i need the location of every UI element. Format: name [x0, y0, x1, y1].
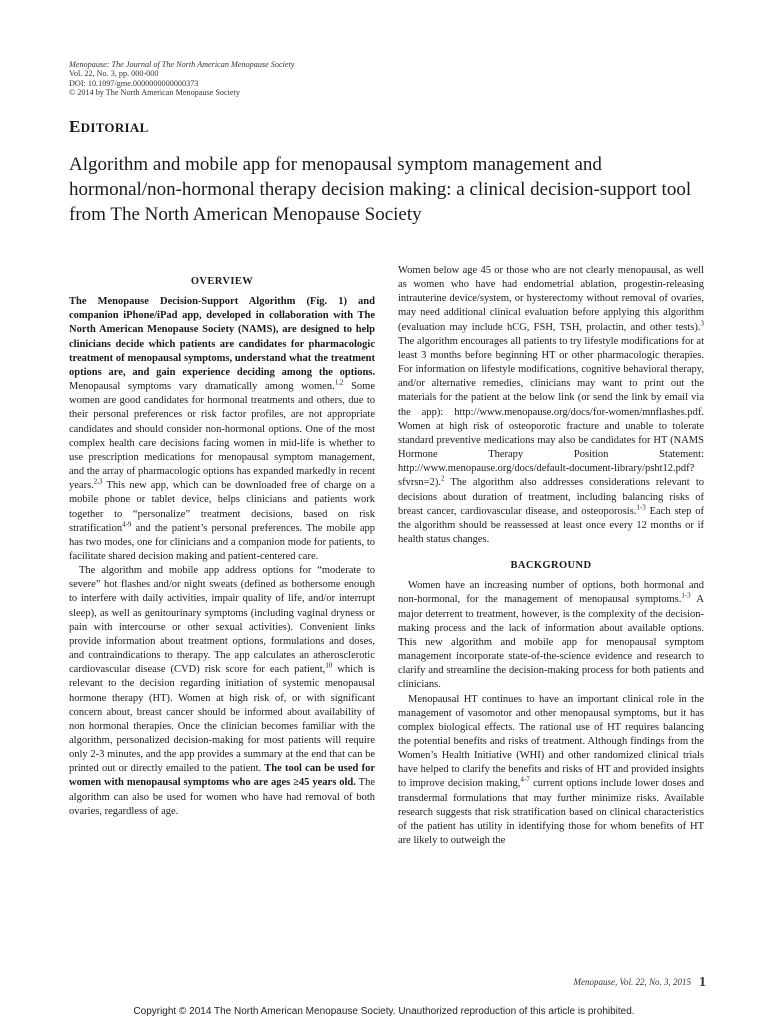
citation: 2,3	[93, 477, 103, 486]
text-run: The algorithm can also be used for women who have had removal of both ovaries, regardless of age.	[69, 777, 375, 817]
text-run: Each step of the algorithm should be reassessed at least once every 12 months or if health status changes.	[398, 505, 704, 545]
citation: 10	[325, 661, 333, 670]
citation: 1,2	[334, 378, 344, 387]
text-run: Menopausal symptoms vary dramatically among women.	[69, 381, 335, 393]
text-run: Women have an increasing number of options, both hormonal and non-hormonal, for the management of menopausal symptoms.	[398, 580, 704, 606]
citation: 3	[700, 319, 704, 328]
background-paragraph-2	[398, 693, 704, 849]
journal-copyright: © 2014 by The North American Menopause Society	[69, 87, 240, 97]
citation: 2	[440, 474, 445, 483]
text-run: This new app, which can be downloaded free of charge on a mobile phone or tablet device, helps clinicians and patients work together to “personalize” treatment decisions, based on risk stratification	[69, 480, 375, 534]
text-run: current options include lower doses and transdermal formulations that may further minimize risks. Available research suggests that risk stratification based on clinical characteristics of the patient has utility in identifying those for whom benefits of HT are likely to outweigh the	[398, 778, 704, 847]
overview-bold-lead: The Menopause Decision-Support Algorithm (Fig. 1) and companion iPhone/iPad app, developed in collaboration with The North American Menopause Society (NAMS), are designed to help clinicians decide which patients are candidates for pharmacologic treatment of menopausal symptoms, understand what the treatment options are, and gain experience deciding among the options.	[69, 296, 375, 378]
page-footer	[574, 975, 707, 991]
text-run: Women below age 45 or those who are not clearly menopausal, as well as women who have had endometrial ablation, progestin-releasing intrauterine device/system, or hysterectomy without removal of ovaries, may need additional clinical evaluation before applying this algorithm (evaluation may include hCG, FSH, TSH, prolactin, and other tests).	[398, 265, 704, 333]
journal-doi: DOI: 10.1097/gme.0000000000000373	[69, 78, 199, 88]
overview-paragraph-1	[69, 295, 375, 564]
footer-journal-issue: Menopause, Vol. 22, No. 3, 2015	[573, 977, 691, 987]
citation: 4-9	[122, 520, 132, 529]
section-label-initial: E	[69, 117, 81, 136]
text-run: The algorithm also addresses considerations relevant to decisions about duration of treatment, including balancing risks of breast cancer, cardiovascular disease, and osteoporosis.	[398, 477, 704, 517]
page-number: 1	[699, 975, 706, 990]
right-column	[398, 264, 704, 848]
section-label-rest: DITORIAL	[80, 120, 149, 135]
text-run: Some women are good candidates for hormonal treatments and others, due to their personal preferences or risk factor profiles, are not appropriate candidates and should consider non-hormonal options. One of the most complex health care decisions facing women in mid-life is whether to use prescription medications for menopausal symptom management, and the array of pharmacologic options has expanded markedly in recent years.	[69, 381, 375, 492]
copyright-notice: Copyright © 2014 The North American Menopause Society. Unauthorized reproduction of this article is prohibited.	[133, 1006, 635, 1017]
citation: 4-7	[520, 775, 530, 784]
text-run: Menopausal HT continues to have an important clinical role in the management of vasomotor and other menopausal symptoms, but it has complex biological effects. The rational use of HT requires balancing the potential benefits and risks of treatment. Although findings from the Women’s Health Initiative (WHI) and other randomized clinical trials have helped to clarify the benefits and risks of HT and provided insights to improve decision making,	[398, 693, 704, 790]
left-column	[69, 275, 375, 819]
age-criteria-bold: The tool can be used for women with menopausal symptoms who are ages ≥45 years old.	[69, 763, 375, 789]
journal-name: Menopause: The Journal of The North American Menopause Society	[69, 60, 295, 69]
text-run: The algorithm encourages all patients to try lifestyle modifications for at least 3 months before beginning HT or other pharmacologic therapies. For information on lifestyle modifications, cognitive behavioral therapy, and/or alternative remedies, clinicians may want to print out the materials for the patient at the below link (or send the link by email via the app): http://www.menopause.org/docs/for-women/mnflashes.pdf. Women at high risk of osteoporotic fracture and unable to tolerate standard preventive medications may also be candidates for HT (NAMS Hormone Therapy Position Statement: http://www.menopause.org/docs/default-document-library/psht12.pdf?sfvrsn=2).	[398, 335, 704, 489]
text-run: which is relevant to the decision regarding initiation of systemic menopausal hormone therapy (HT). Women at high risk of, or with significant concern about, breast cancer should be informed about availability of non hormonal therapies. Once the clinician becomes familiar with the algorithm, personalized decision-making for most patients will require only 2-3 minutes, and the app provides a summary at the end that can be printed out or directly emailed to the patient.	[69, 664, 375, 775]
journal-volume: Vol. 22, No. 3, pp. 000-000	[69, 69, 159, 79]
journal-meta	[69, 60, 489, 97]
right-paragraph-1	[398, 264, 704, 547]
text-run: A major deterrent to treatment, however, is the complexity of the decision-making process and the lack of information about available options. This new algorithm and mobile app for menopausal symptom management incorporate state-of-the-science evidence and research to clarify and streamline the decision-making process for both patients and clinicians.	[398, 594, 704, 691]
background-heading: BACKGROUND	[510, 560, 592, 572]
article-title: Algorithm and mobile app for menopausal symptom management and hormonal/non-hormonal therapy decision making: a clinical decision-support tool from The North American Menopause Society	[69, 154, 692, 225]
citation: 1-3	[636, 503, 646, 512]
overview-paragraph-2	[69, 564, 375, 819]
text-run: and the patient’s personal preferences. The mobile app has two modes, one for clinicians and a companion mode for patients, to facilitate shared decision making and patient-centered care.	[69, 522, 375, 562]
overview-heading: OVERVIEW	[190, 276, 254, 287]
background-paragraph-1	[398, 579, 704, 692]
section-label	[69, 117, 149, 137]
text-run: The algorithm and mobile app address options for “moderate to severe” hot flashes and/or night sweats (defined as bothersome enough to interfere with daily activities, impair quality of life, and/or interrupt sleep), as well as genitourinary symptoms (including vaginal dryness or pain with intercourse or other sexual activities). Convenient links provide information about treatment options, formulations and doses, and contraindications to therapy. The app calculates an atherosclerotic cardiovascular disease (CVD) risk score for each patient,	[69, 565, 375, 676]
citation: 1-3	[681, 591, 691, 600]
